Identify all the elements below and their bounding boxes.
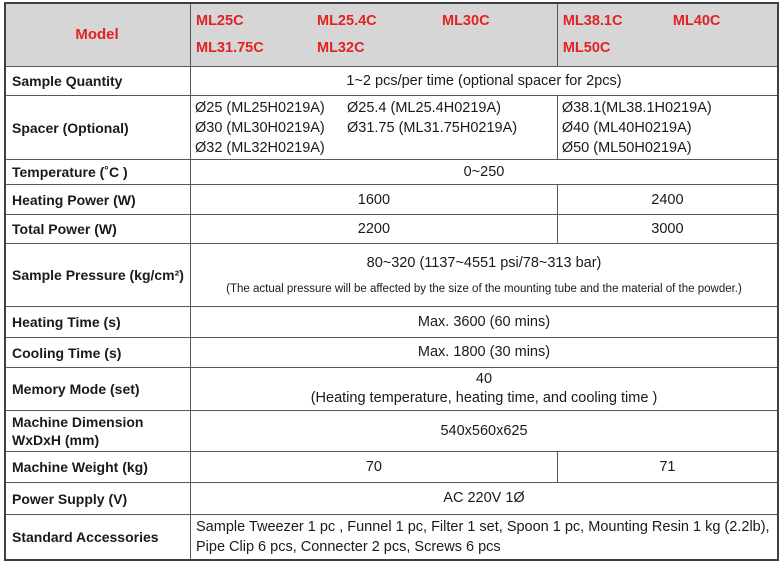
model-name: ML50C: [562, 40, 611, 56]
row-label-text: Temperature (˚C ): [12, 164, 128, 180]
model-group-2-line-2: [563, 35, 777, 62]
cell-value-text: 540x560x625: [440, 422, 528, 439]
row-label-text: Machine Weight (kg): [12, 459, 148, 475]
row-label: [6, 185, 191, 214]
cell-value-left: [191, 215, 558, 243]
row-label-text: Standard Accessories: [12, 529, 159, 545]
model-name: ML38.1C: [562, 13, 623, 29]
model-group-1-line-1: [196, 8, 557, 35]
spacer-option: Ø32 (ML32H0219A): [195, 139, 325, 156]
cell-value-text: 1~2 pcs/per time (optional spacer for 2pcs): [346, 72, 622, 89]
pressure-range-text: 80~320 (1137~4551 psi/78~313 bar): [366, 255, 602, 271]
cell-value-right: [558, 215, 777, 243]
cell-value: [191, 368, 777, 410]
row-label: [6, 96, 191, 159]
cell-value-text: 2200: [357, 221, 391, 237]
row-machine-weight: [6, 451, 777, 482]
model-header-cell: [6, 4, 191, 66]
cell-value-text: Max. 3600 (60 mins): [417, 313, 551, 330]
model-group-2-line-1: [563, 8, 777, 35]
cell-value-text: Max. 1800 (30 mins): [417, 344, 551, 360]
row-label: [6, 244, 191, 306]
cell-value-text: AC 220V 1Ø: [443, 490, 525, 506]
cell-value-left: [191, 185, 558, 214]
spacer-option: Ø25 (ML25H0219A): [195, 99, 325, 116]
row-standard-accessories: [6, 514, 777, 559]
cell-value: [191, 307, 777, 337]
spacer-option-list-a: [195, 98, 347, 158]
row-label-text: Power Supply (V): [12, 490, 128, 507]
model-group-1-cell: [191, 4, 558, 66]
row-label: [6, 515, 191, 559]
row-memory-mode: [6, 367, 777, 410]
row-label-text: Total Power (W): [12, 221, 117, 237]
cell-value-left: [191, 452, 558, 482]
model-name: ML32C: [317, 40, 365, 56]
row-cooling-time: [6, 337, 777, 367]
cell-value-text: 71: [659, 459, 676, 475]
model-group-2-cell: [558, 4, 777, 66]
cell-value-text: 3000: [651, 221, 684, 237]
memory-count-text: 40: [475, 371, 493, 387]
row-label-text: Spacer (Optional): [12, 119, 129, 136]
row-heating-power: [6, 184, 777, 214]
row-label: [6, 307, 191, 337]
spacer-option: Ø40 (ML40H0219A): [561, 119, 692, 136]
row-total-power: [6, 214, 777, 243]
model-name: ML40C: [672, 13, 721, 29]
row-label-text: Heating Time (s): [12, 314, 121, 330]
row-sample-pressure: [6, 243, 777, 306]
row-label: [6, 411, 191, 451]
model-header-label: Model: [75, 26, 119, 43]
memory-detail-text: (Heating temperature, heating time, and cooling time ): [310, 390, 658, 406]
cell-value: [191, 160, 777, 184]
row-label-text: Sample Quantity: [12, 73, 123, 89]
spacer-option: Ø50 (ML50H0219A): [561, 139, 692, 156]
row-label: [6, 368, 191, 410]
row-label-text: Memory Mode (set): [12, 381, 140, 397]
spacer-option: Ø30 (ML30H0219A): [195, 119, 325, 136]
cell-value-text: 0~250: [463, 163, 505, 180]
spacer-options-right-cell: [558, 96, 777, 159]
cell-value: [191, 515, 777, 559]
cell-value-text: 2400: [651, 191, 684, 208]
row-label: [6, 160, 191, 184]
row-machine-dimension: [6, 410, 777, 451]
cell-value: [191, 244, 777, 306]
row-power-supply: [6, 482, 777, 514]
row-label: [6, 452, 191, 482]
model-name: ML30C: [442, 13, 490, 29]
cell-value-right: [558, 185, 777, 214]
row-label-text: Machine Dimension: [12, 414, 144, 430]
spacer-option: Ø25.4 (ML25.4H0219A): [347, 99, 501, 116]
spacer-options-left-cell: [191, 96, 558, 159]
cell-value-right: [558, 452, 777, 482]
model-name: ML25C: [196, 13, 244, 29]
model-name: ML25.4C: [317, 13, 377, 29]
spacer-option-list-b: [347, 98, 557, 158]
row-temperature: [6, 159, 777, 184]
spacer-option: Ø31.75 (ML31.75H0219A): [347, 119, 518, 136]
model-name: ML31.75C: [196, 40, 264, 56]
cell-value: [191, 483, 777, 514]
specification-table: [4, 2, 779, 561]
cell-value: [191, 67, 777, 95]
row-label-text: Heating Power (W): [12, 191, 136, 208]
row-label-text: Sample Pressure (kg/cm²): [12, 267, 184, 283]
row-heating-time: [6, 306, 777, 337]
cell-value-text: 70: [365, 459, 382, 475]
row-label: [6, 67, 191, 95]
cell-value: [191, 411, 777, 451]
pressure-note-text: (The actual pressure will be affected by the size of the mounting tube and the material of the powder.): [226, 283, 742, 295]
cell-value: [191, 338, 777, 367]
row-label-text: WxDxH (mm): [12, 432, 100, 448]
row-sample-quantity: [6, 66, 777, 95]
row-label: [6, 338, 191, 367]
row-label-text: Cooling Time (s): [12, 344, 122, 361]
row-label: [6, 483, 191, 514]
row-spacer-optional: [6, 95, 777, 159]
cell-value-text: 1600: [357, 191, 391, 208]
header-row: [6, 4, 777, 66]
model-group-1-line-2: [196, 35, 557, 62]
row-label: [6, 215, 191, 243]
spacer-option: Ø38.1(ML38.1H0219A): [561, 99, 712, 116]
accessories-list-text: Sample Tweezer 1 pc , Funnel 1 pc, Filter 1 set, Spoon 1 pc, Mounting Resin 1 kg (2.2lb), Pipe Clip 6 pcs, Connecter 2 pcs, Screws 6 pcs: [196, 519, 770, 555]
